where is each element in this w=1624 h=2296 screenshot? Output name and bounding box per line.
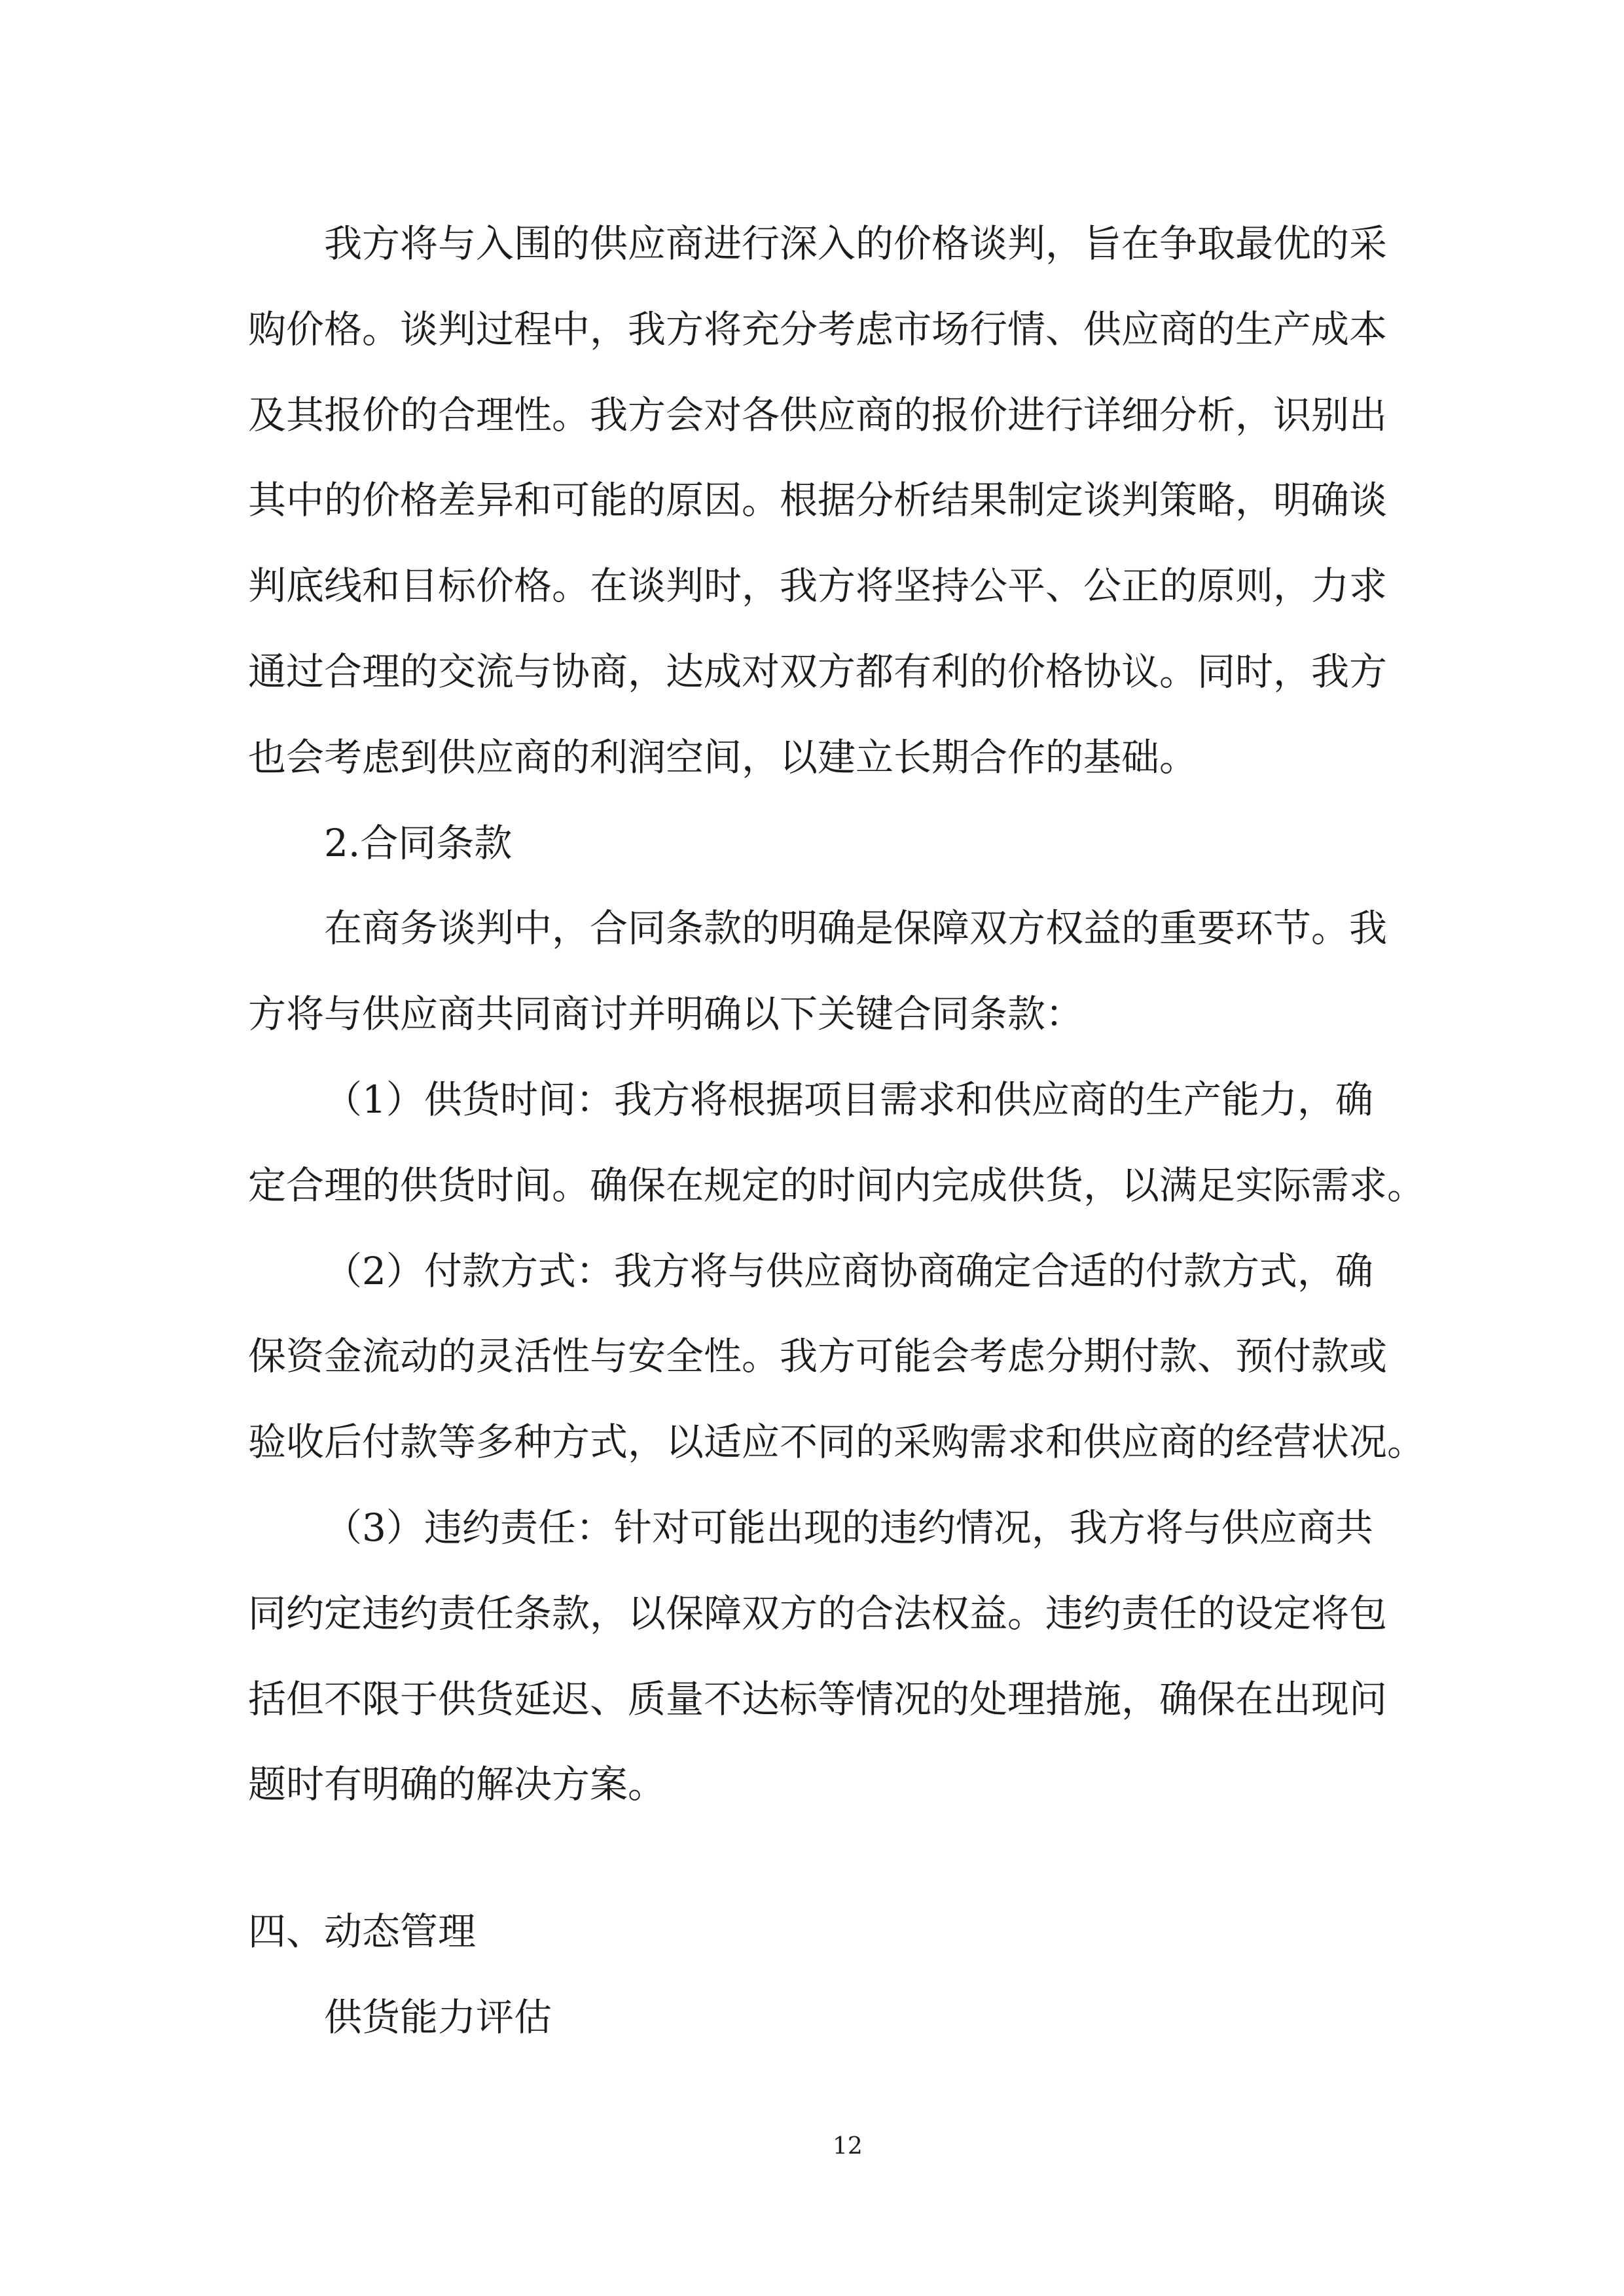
paragraph-line: （1）供货时间：我方将根据项目需求和供应商的生产能力，确 bbox=[324, 1077, 1373, 1122]
section-heading: 四、动态管理 bbox=[248, 1909, 477, 1954]
paragraph-line: 方将与供应商共同商讨并明确以下关键合同条款： bbox=[248, 992, 1084, 1037]
paragraph-line: 括但不限于供货延迟、质量不达标等情况的处理措施，确保在出现问 bbox=[248, 1676, 1388, 1721]
paragraph-line: 在商务谈判中，合同条款的明确是保障双方权益的重要环节。我 bbox=[324, 906, 1388, 951]
paragraph-line: 也会考虑到供应商的利润空间，以建立长期合作的基础。 bbox=[248, 734, 1198, 780]
paragraph-price-negotiation bbox=[248, 201, 1388, 800]
paragraph-delivery-time bbox=[248, 1057, 1426, 1229]
paragraph-breach-liability bbox=[248, 1485, 1388, 1827]
paragraph-line: 我方将与入围的供应商进行深入的价格谈判，旨在争取最优的采 bbox=[324, 221, 1388, 266]
subsection-heading: 供货能力评估 bbox=[324, 1994, 552, 2039]
paragraph-line: 题时有明确的解决方案。 bbox=[248, 1762, 666, 1807]
paragraph-line: 及其报价的合理性。我方会对各供应商的报价进行详细分析，识别出 bbox=[248, 392, 1388, 437]
page-body bbox=[248, 201, 1426, 2060]
paragraph-line: 定合理的供货时间。确保在规定的时间内完成供货，以满足实际需求。 bbox=[248, 1162, 1426, 1208]
paragraph-line: 判底线和目标价格。在谈判时，我方将坚持公平、公正的原则，力求 bbox=[248, 564, 1388, 609]
paragraph-payment-method bbox=[248, 1229, 1426, 1485]
paragraph-line: 购价格。谈判过程中，我方将充分考虑市场行情、供应商的生产成本 bbox=[248, 306, 1388, 351]
paragraph-line: 其中的价格差异和可能的原因。根据分析结果制定谈判策略，明确谈 bbox=[248, 478, 1388, 523]
paragraph-line: 同约定违约责任条款，以保障双方的合法权益。违约责任的设定将包 bbox=[248, 1590, 1388, 1636]
paragraph-contract-intro bbox=[248, 886, 1388, 1057]
paragraph-line: 通过合理的交流与协商，达成对双方都有利的价格协议。同时，我方 bbox=[248, 649, 1388, 694]
paragraph-line: （3）违约责任：针对可能出现的违约情况，我方将与供应商共 bbox=[324, 1505, 1373, 1550]
page-number: 12 bbox=[833, 2133, 863, 2160]
paragraph-line: 验收后付款等多种方式，以适应不同的采购需求和供应商的经营状况。 bbox=[248, 1420, 1426, 1465]
paragraph-line: （2）付款方式：我方将与供应商协商确定合适的付款方式，确 bbox=[324, 1248, 1373, 1293]
paragraph-line: 保资金流动的灵活性与安全性。我方可能会考虑分期付款、预付款或 bbox=[248, 1334, 1388, 1379]
contract-terms-heading: 2.合同条款 bbox=[324, 820, 513, 865]
